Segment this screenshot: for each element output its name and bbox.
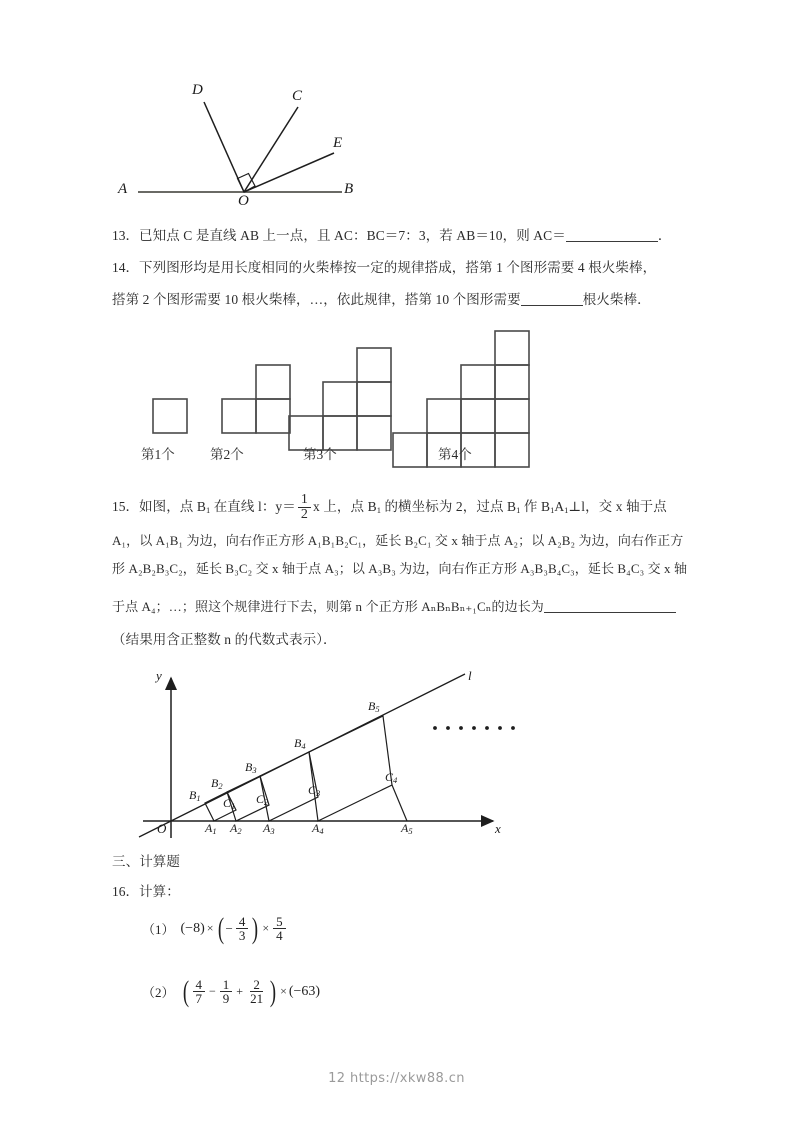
q15-l1sub5: 1 [564,504,569,515]
page-footer: 12 https://xkw88.cn [328,1071,465,1086]
square-4 [309,716,392,821]
q16-item-1-times2: × [262,921,270,936]
point-label-b1: $B_1$ [189,788,201,803]
q15-l1sub4: 1 [550,504,555,515]
q16-item-2-marker: （2） [142,985,175,1001]
origin-label: O [157,821,167,836]
section-3-heading: 三、计算题 [112,854,180,869]
matchstick-caption-4: 第4个 [438,447,472,462]
q16-item-2-plus: + [236,984,244,999]
matchstick-caption-2: 第2个 [210,447,244,462]
point-label-c2: $C_2$ [256,792,269,807]
q15-l1g: ⊥l，交 x 轴于点 [568,498,667,514]
y-axis-label: y [156,668,162,683]
q15-l1d: 的横坐标为 2，过点 B [380,498,517,514]
point-label-a5: $A_5$ [401,821,413,836]
ellipsis-dots [433,726,515,730]
q16-i2-f3-num: 2 [250,978,263,992]
close-paren-2: ) [269,975,277,1009]
question-15-line2: A₁，以 A₁B₁ 为边，向右作正方形 A₁B₁B₂C₁，延长 B₂C₁ 交 x 轴于点 A₂；以 A₂B₂ 为边，向右作正方 [112,533,684,548]
q15-l1b: 在直线 l：y＝ [210,498,296,514]
slope-denominator: 2 [300,507,308,523]
q15-l1e: 作 B [520,498,551,514]
point-label-b2: $B_2$ [211,776,223,791]
segment-to-a5 [392,785,407,821]
x-axis-label: x [495,821,501,836]
q16-item-2-tail: (−63) [288,983,321,999]
q16-item-1-first: (−8) [180,920,205,936]
q16-i2-f2-den: 9 [222,991,230,1007]
q16-i1-f1-num: 4 [236,915,249,929]
q14-line1-text: 下列图形均是用长度相同的火柴棒按一定的规律搭成，搭第 1 个图形需要 4 根火柴棒， [139,260,657,275]
q16-i2-f1-den: 7 [195,991,203,1007]
label-d: D [192,82,203,98]
q13-text: 已知点 C 是直线 AB 上一点，且 AC：BC＝7：3，若 AB＝10，则 AC＝ [139,228,566,243]
q16-item-1-fraction-2 [273,915,286,943]
q16-item-2-fraction-3 [247,978,266,1006]
q16-i2-f3-den: 21 [250,991,264,1007]
q15-l1sub2: 1 [376,504,381,515]
label-a: A [118,181,128,197]
label-c: C [292,88,303,104]
q16-label-text: 计算： [139,884,180,899]
q15-l1a: 如图，点 B [139,498,206,514]
q16-i2-f2-num: 1 [220,978,233,992]
question-14-line1 [112,258,656,278]
point-label-a4: $A_4$ [312,821,324,836]
question-15-line4 [112,597,676,617]
matchstick-figure-3-svg [288,347,398,455]
q16-item-1-times1: × [206,921,214,936]
q15-answer-blank[interactable] [544,612,676,613]
ray-oe [244,153,334,192]
q15-l1c: x 上，点 B [313,498,377,514]
q16-item-1 [142,912,288,946]
line-l-label: l [468,668,472,683]
question-15-line5: （结果用含正整数 n 的代数式表示）． [112,632,337,647]
q14-line2-before: 搭第 2 个图形需要 10 根火柴棒，…，依此规律，搭第 10 个图形需要 [112,292,521,307]
point-label-c4: $C_4$ [385,770,398,785]
q15-l4-before: 于点 A₄；…；照这个规律进行下去，则第 n 个正方形 AₙBₙBₙ₊₁Cₙ的边长为 [112,599,544,614]
point-label-b5: $B_5$ [368,699,380,714]
point-label-b4: $B_4$ [294,736,306,751]
label-o: O [238,193,249,209]
question-15-line1 [112,493,667,523]
point-label-a1: $A_1$ [205,821,217,836]
matchstick-figure-1 [152,398,192,443]
question-16-label [112,882,180,902]
q16-item-2 [142,975,321,1009]
q13-period: ． [657,228,672,243]
label-b: B [344,181,354,197]
q16-item-1-frac1-sign: − [225,920,233,936]
angle-diagram [120,80,380,215]
q16-item-1-fraction-1 [236,915,249,943]
q13-number: 13． [112,228,139,243]
q16-item-2-fraction-2 [220,978,233,1006]
q16-i1-f2-num: 5 [273,915,286,929]
q15-number: 15． [112,498,139,514]
point-label-b3: $B_3$ [245,760,257,775]
q16-item-1-marker: （1） [142,922,175,938]
q13-answer-blank[interactable] [566,241,658,242]
slope-numerator: 1 [298,493,311,508]
matchstick-caption-3: 第3个 [303,447,337,462]
matchstick-figure-2 [221,364,296,443]
label-e: E [333,135,343,151]
coordinate-diagram [135,666,535,846]
q16-item-2-times: × [280,984,287,999]
q14-line2-after: 根火柴棒． [582,292,651,307]
point-label-a3: $A_3$ [263,821,275,836]
point-label-c3: $C_3$ [308,783,321,798]
q16-i2-f1-num: 4 [193,978,206,992]
matchstick-figure-1-svg [152,398,192,438]
question-13 [112,226,671,246]
q14-answer-blank[interactable] [521,305,583,306]
coordinate-diagram-svg [135,666,535,846]
q16-i1-f1-den: 3 [238,928,246,944]
matchstick-caption-1: 第1个 [141,447,175,462]
q14-number: 14． [112,260,139,275]
matchstick-figure-2-svg [221,364,296,438]
q15-l1f: A [554,498,565,514]
q16-number: 16． [112,884,139,899]
q15-l1sub3: 1 [516,504,521,515]
point-label-c1: $C_1$ [223,796,236,811]
open-paren-2: ( [182,975,189,1009]
q15-l1sub1: 1 [205,504,211,515]
slope-fraction [298,493,311,523]
question-14-line2 [112,290,651,310]
point-label-a2: $A_2$ [230,821,242,836]
q16-item-2-fraction-1 [193,978,206,1006]
q16-item-2-minus: − [209,984,216,999]
open-paren-1: ( [217,912,224,946]
question-15-line3: 形 A₂B₂B₃C₂，延长 B₃C₂ 交 x 轴于点 A₃；以 A₃B₃ 为边，向右作正方形 A₃B₃B₄C₃，延长 B₄C₃ 交 x 轴 [112,561,688,576]
close-paren-1: ) [252,912,259,946]
q16-i1-f2-den: 4 [276,928,283,944]
